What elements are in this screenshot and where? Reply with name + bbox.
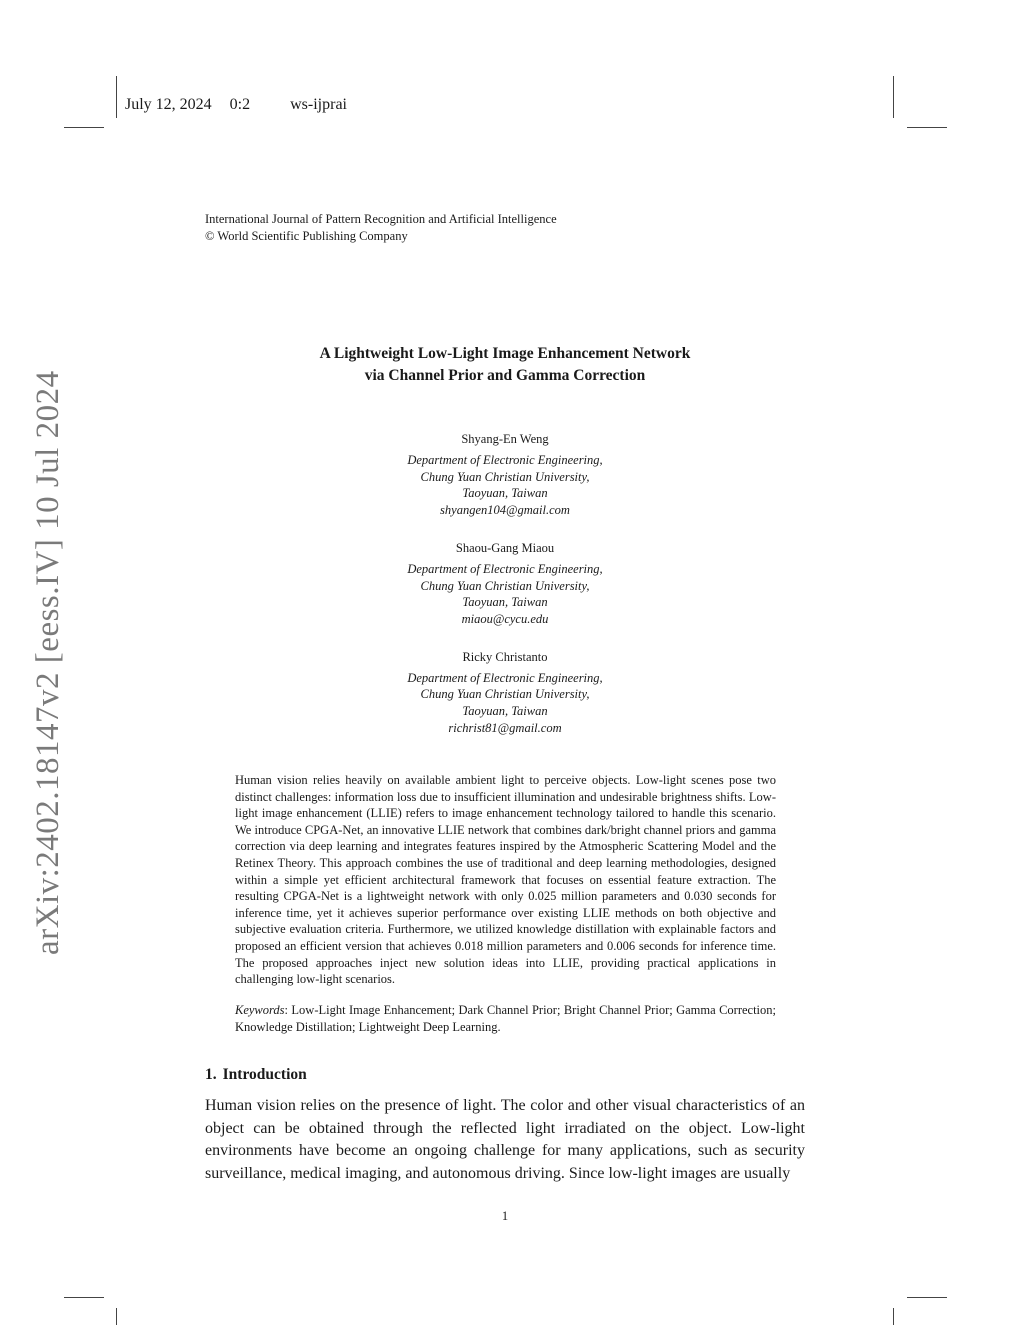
- crop-mark-top-right-vertical: [893, 76, 894, 118]
- author-block: [205, 540, 805, 628]
- abstract: Human vision relies heavily on available ambient light to perceive objects. Low-light scenes pose two distinct challenges: information loss due to insufficient illumination and undesirable brightness shifts. Low-light image enhancement (LLIE) refers to image enhancement technology tailored to handle this scenario. We introduce CPGA-Net, an innovative LLIE network that combines dark/bright channel priors and gamma correction via deep learning and integrates features inspired by the Atmospheric Scattering Model and the Retinex Theory. This approach combines the use of traditional and deep learning methodologies, designed within a simple yet efficient architectural framework that focuses on essential feature extraction. The resulting CPGA-Net is a lightweight network with only 0.025 million parameters and 0.030 seconds for inference time, yet it achieves superior performance over existing LLIE methods on both objective and subjective evaluation criteria. Furthermore, we utilized knowledge distillation with explainable factors and proposed an efficient version that achieves 0.018 million parameters and 0.006 seconds for inference time. The proposed approaches inject new solution ideas into LLIE, providing practical applications in challenging low-light scenarios.: [235, 773, 776, 987]
- crop-mark-bottom-right-horizontal: [907, 1297, 947, 1298]
- title-line-2: via Channel Prior and Gamma Correction: [364, 367, 646, 384]
- crop-mark-bottom-left-vertical: [116, 1308, 117, 1325]
- author-university: Chung Yuan Christian University,: [420, 469, 590, 484]
- author-block: [205, 431, 805, 519]
- author-name: Shyang-En Weng: [461, 432, 549, 446]
- keywords: [235, 1002, 776, 1035]
- keywords-text: : Low-Light Image Enhancement; Dark Channel Prior; Bright Channel Prior; Gamma Correction; Knowledge Distillation; Lightweight Deep Learning.: [235, 1003, 776, 1034]
- author-block: [205, 649, 805, 737]
- journal-info: [205, 211, 557, 245]
- author-department: Department of Electronic Engineering,: [407, 670, 603, 685]
- running-head-file: ws-ijprai: [290, 96, 347, 113]
- crop-mark-bottom-left-horizontal: [64, 1297, 104, 1298]
- author-email: richrist81@gmail.com: [448, 720, 562, 735]
- introduction-paragraph: Human vision relies on the presence of light. The color and other visual characteristics of an object can be obtained through the reflected light irradiated on the object. Low-light environments have become an ongoing challenge for many applications, such as security surveillance, medical imaging, and autonomous driving. Since low-light images are usually: [205, 1097, 805, 1182]
- section-heading: [205, 1066, 307, 1084]
- author-name: Ricky Christanto: [462, 649, 548, 664]
- paper-title: [205, 343, 805, 387]
- title-line-1: A Lightweight Low-Light Image Enhancement Network: [319, 345, 691, 362]
- arxiv-identifier: arXiv:2402.18147v2 [eess.IV] 10 Jul 2024: [30, 370, 66, 955]
- author-email: miaou@cycu.edu: [461, 611, 549, 626]
- author-department: Department of Electronic Engineering,: [407, 561, 603, 576]
- journal-name: International Journal of Pattern Recognition and Artificial Intelligence: [205, 212, 557, 226]
- crop-mark-top-right-horizontal: [907, 127, 947, 128]
- author-university: Chung Yuan Christian University,: [420, 578, 590, 593]
- page-number: 1: [501, 1209, 509, 1223]
- author-name: Shaou-Gang Miaou: [455, 540, 555, 555]
- author-location: Taoyuan, Taiwan: [462, 595, 548, 610]
- crop-mark-top-left-vertical: [116, 76, 117, 118]
- section-title: Introduction: [222, 1066, 307, 1083]
- author-university: Chung Yuan Christian University,: [420, 687, 590, 702]
- keywords-label: Keywords: [235, 1003, 285, 1017]
- author-location: Taoyuan, Taiwan: [462, 704, 548, 719]
- crop-mark-top-left-horizontal: [64, 127, 104, 128]
- author-location: Taoyuan, Taiwan: [462, 486, 548, 501]
- running-head: [125, 96, 347, 114]
- section-number: 1.: [205, 1066, 217, 1083]
- author-department: Department of Electronic Engineering,: [407, 453, 603, 467]
- running-head-time: 0:2: [229, 96, 251, 113]
- author-list: [205, 431, 805, 757]
- author-email: shyangen104@gmail.com: [440, 503, 570, 518]
- crop-mark-bottom-right-vertical: [893, 1308, 894, 1325]
- journal-publisher: © World Scientific Publishing Company: [205, 229, 408, 243]
- running-head-date: July 12, 2024: [125, 96, 212, 113]
